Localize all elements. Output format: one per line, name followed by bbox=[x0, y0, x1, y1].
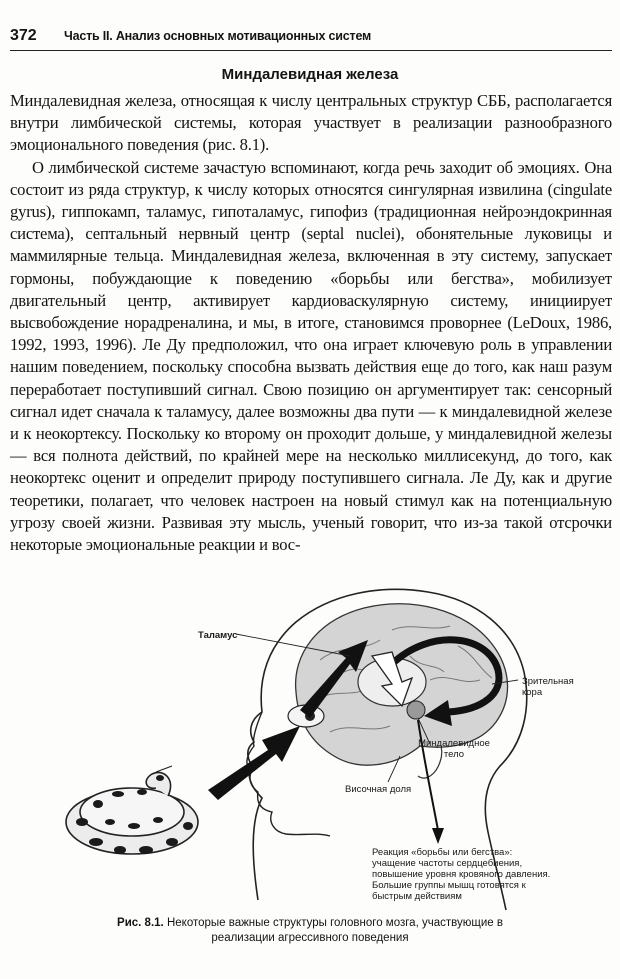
section-title: Миндалевидная железа bbox=[221, 66, 399, 83]
label-response: Реакция «борьбы или бегства»: учащение частоты сердцебиения, повышение уровня кровяного давления. Большие группы мышц готовятся к быстрым действиям bbox=[372, 847, 551, 902]
caption-text: Некоторые важные структуры головного мозга, участвующие в реализации агрессивного поведения bbox=[166, 917, 503, 944]
figure-caption bbox=[110, 916, 510, 946]
body-text bbox=[10, 90, 612, 556]
paragraph: О лимбической системе зачастую вспоминают, когда речь заходит об эмоциях. Она состоит из ряда структур, к числу которых относятся сингулярная извилина (cingulate gyrus), гиппокамп, таламус, гипоталамус, гипофиз (традиционная нейроэндокринная система), септальный нервный центр (septal nuclei), обонятельные луковицы и маммилярные тельца. Миндалевидная железа, включенная в эту систему, запускает гормоны, побуждающие к поведению «борьбы или бегства», мобилизует двигательный центр, активирует кардиоваскулярную систему, инициирует высвобождение норадреналина, и мы, в итоге, становимся проворнее (LeDoux, 1986, 1992, 1993, 1996). Ле Ду предположил, что она играет ключевую роль в управлении нашим поведением, поскольку способна вызвать действия еще до того, как наш разум переработает поступивший сигнал. Свою позицию он аргументирует так: сенсорный сигнал идет сначала к таламусу, далее возможны два пути — к миндалевидной железе и к неокортексу. Поскольку ко второму он проходит дольше, у миндалевидной железы — вся полнота действий, по крайней мере на несколько миллисекунд, до того, как неокортекс оценит и определит природу поступившего сигнала. Ле Ду, как и другие теоретики, полагает, что человек настроен на новый стимул как на потенциальную угрозу своей жизни. Развивая эту мысль, ученый говорит, что из-за такой отсрочки некоторые эмоциональные реакции и вос- bbox=[10, 157, 612, 555]
running-title: Часть II. Анализ основных мотивационных систем bbox=[64, 29, 372, 43]
label-temporal-lobe: Височная доля bbox=[345, 784, 412, 795]
paragraph: Миндалевидная железа, относящая к числу центральных структур СББ, располагается внутри лимбической системы, которая участвует в реализации разнообразного эмоционального поведения (рис. 8.1). bbox=[10, 91, 612, 155]
snake bbox=[66, 766, 198, 854]
label-thalamus: Таламус bbox=[198, 630, 238, 641]
amygdala bbox=[407, 701, 425, 719]
label-amygdala: Миндалевидное тело bbox=[418, 738, 490, 760]
page-number: 372 bbox=[10, 27, 37, 44]
figure-brain-diagram bbox=[0, 560, 620, 920]
label-visual-cortex: Зрительная кора bbox=[522, 676, 574, 698]
caption-number: Рис. 8.1. bbox=[117, 917, 164, 929]
page-header bbox=[10, 26, 612, 51]
